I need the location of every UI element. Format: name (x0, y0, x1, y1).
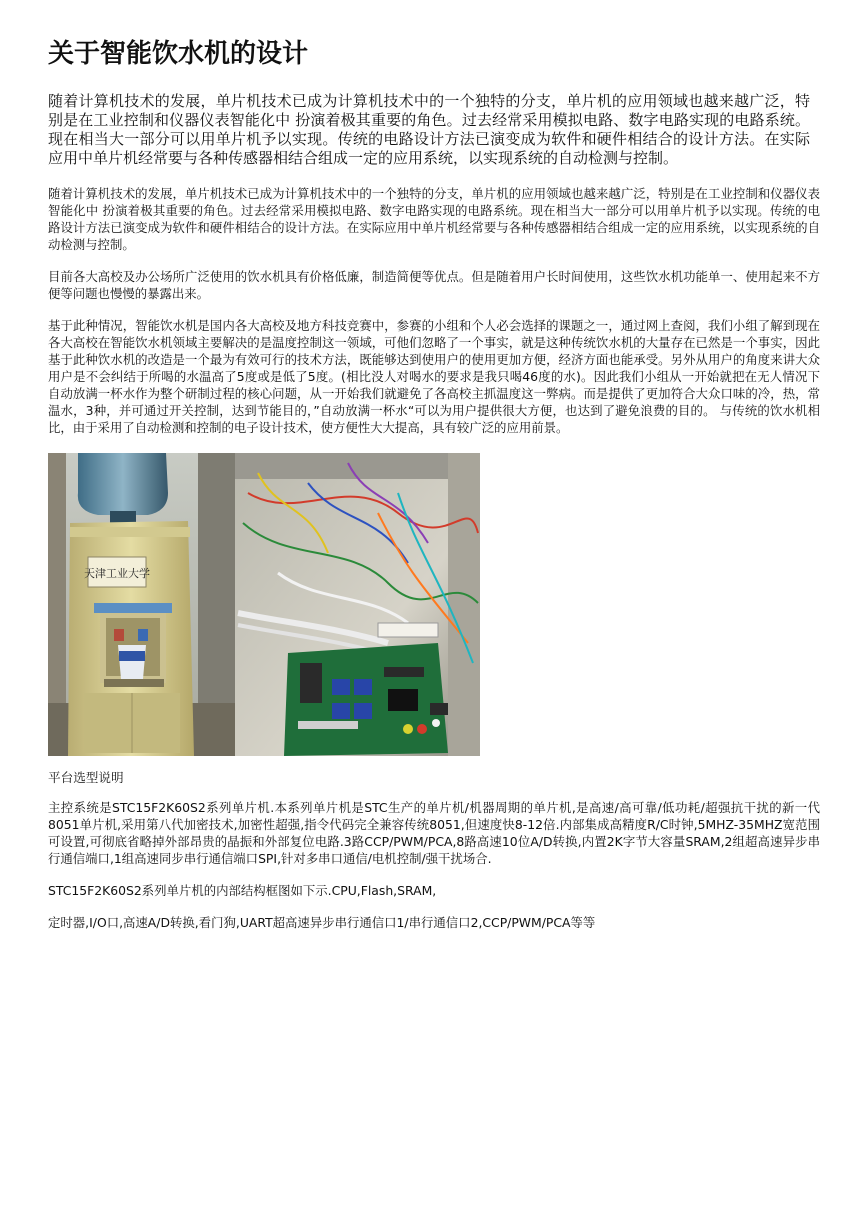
body-paragraph-2: 目前各大高校及办公场所广泛使用的饮水机具有价格低廉，制造简便等优点。但是随着用户长时间使用，这些饮水机功能单一、使用起来不方便等问题也慢慢的暴露出来。 (48, 269, 820, 301)
page-title: 关于智能饮水机的设计 (48, 39, 309, 69)
document-page (48, 34, 820, 931)
photo-collage (48, 453, 480, 756)
body-paragraph-4: 主控系统是STC15F2K60S2系列单片机.本系列单片机是STC生产的单片机/机器周期的单片机,是高速/高可靠/低功耗/超强抗干扰的新一代8051单片机,采用第八代加密技术,加密性超强,指令代码完全兼容传统8051,但速度快8-12倍.内部集成高精度R/C时钟,5MHZ-35MHZ宽范围可设置,可彻底省略掉外部昂贵的晶振和外部复位电路.3路CCP/PWM/PCA,8路高速10位A/D转换,内置2K字节大容量SRAM,2组超高速异步串行通信端口,1组高速同步串行通信端口SPI,针对多串口通信/电机控制/强干扰场合. (48, 800, 820, 866)
circuit-board-photo (235, 453, 480, 756)
image-caption: 平台选型说明 (48, 770, 124, 785)
body-paragraph-5: STC15F2K60S2系列单片机的内部结构框图如下示.CPU,Flash,SRAM, (48, 883, 437, 898)
body-paragraph-3: 基于此种情况，智能饮水机是国内各大高校及地方科技竞赛中，参赛的小组和个人必会选择的课题之一，通过网上查阅，我们小组了解到现在各大高校在智能饮水机领域主要解决的是温度控制这一领域，可他们忽略了一个事实，就是这种传统饮水机的大量存在已然是一个事实，因此基于此种饮水机的改造是一个最为有效可行的技术方法，既能够达到使用户的使用更加方便，经济方面也能承受。另外从用户的角度来讲大众用户是不会纠结于所喝的水温高了5度或是低了5度。(相比没人对喝水的要求是我只喝46度的水)。因此我们小组从一开始就把在无人情况下自动放满一杯水作为整个研制过程的核心问题，从一开始我们就避免了各高校主抓温度这一弊病。而是提供了更加符合大众口味的冷，热，常温水，3种，并可通过开关控制，达到节能目的，”自动放满一杯水“可以为用户提供很大方便，也达到了避免浪费的目的。 与传统的饮水机相比，由于采用了自动检测和控制的电子设计技术，使方便性大大提高，具有较广泛的应用前景。 (48, 318, 820, 435)
intro-paragraph: 随着计算机技术的发展，单片机技术已成为计算机技术中的一个独特的分支，单片机的应用领域也越来越广泛，特别是在工业控制和仪器仪表智能化中 扮演着极其重要的角色。过去经常采用模拟电路、数字电路实现的电路系统。现在相当大一部分可以用单片机予以实现。传统的电路设计方法已演变成为软件和硬件相结合的设计方法。在实际应用中单片机经常要与各种传感器相结合组成一定的应用系统，以实现系统的自动检测与控制。 (48, 92, 810, 167)
water-dispenser-photo (48, 453, 235, 756)
dispenser-sign-text: 天津工业大学 (84, 567, 150, 580)
body-paragraph-1: 随着计算机技术的发展，单片机技术已成为计算机技术中的一个独特的分支，单片机的应用领域也越来越广泛，特别是在工业控制和仪器仪表智能化中 扮演着极其重要的角色。过去经常采用模拟电路、数字电路实现的电路系统。现在相当大一部分可以用单片机予以实现。传统的电路设计方法已演变成为软件和硬件相结合的设计方法。在实际应用中单片机经常要与各种传感器相结合组成一定的应用系统，以实现系统的自动检测与控制。 (48, 186, 820, 252)
body-paragraph-6: 定时器,I/O口,高速A/D转换,看门狗,UART超高速异步串行通信口1/串行通信口2,CCP/PWM/PCA等等 (48, 915, 596, 930)
